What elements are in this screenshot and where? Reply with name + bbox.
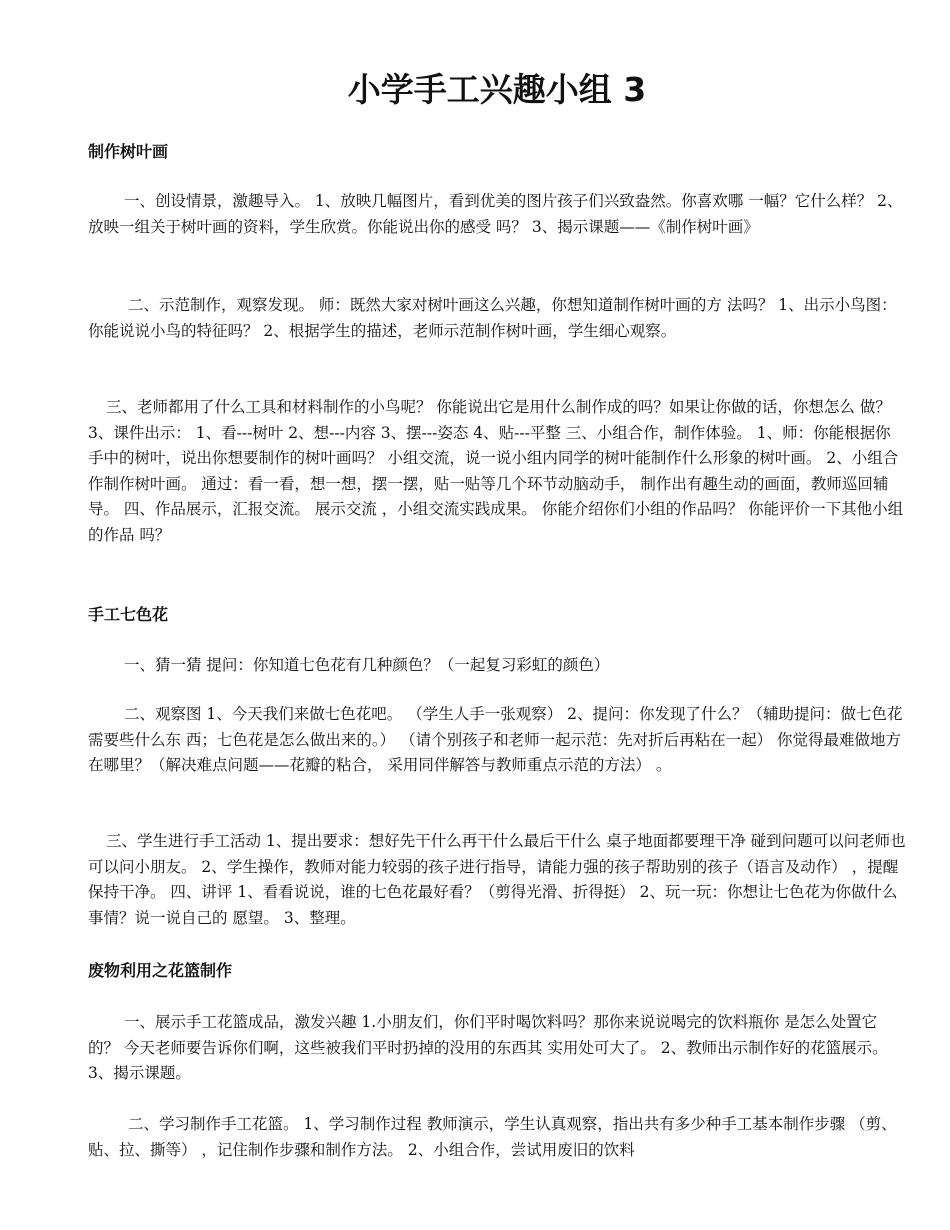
paragraph: 二、学习制作手工花篮。 1、学习制作过程 教师演示，学生认真观察，指出共有多少种手工基本制作步骤 （剪、贴、拉、撕等） ，记住制作步骤和制作方法。 2、小组合作，尝试用废旧的饮料 (88, 1115, 897, 1159)
paragraph: 三、学生进行手工活动 1、提出要求：想好先干什么再干什么最后干什么 桌子地面都要理干净 碰到问题可以问老师也可以问小朋友。 2、学生操作，教师对能力较弱的孩子进行指导，请能力强的孩子帮助别的孩子（语言及动作） ，提醒保持干净。 四、讲评 1、看看说说，谁的七色花最好看？（剪得光滑、折得挺） 2、玩一玩：你想让七色花为你做什么事情？说一说自己的 愿望。 3、整理。 (88, 832, 906, 927)
paragraph: 二、观察图 1、今天我们来做七色花吧。 （学生人手一张观察） 2、提问：你发现了什么？（辅助提问：做七色花需要些什么东 西；七色花是怎么做出来的。） （请个别孩子和老师一起示范：先对折后再粘在一起） 你觉得最难做地方在哪里？（解决难点问题——花瓣的粘合， 采用同伴解答与教师重点示范的方法） 。 (88, 705, 903, 774)
section-heading: 制作树叶画 (88, 142, 169, 161)
section-heading: 手工七色花 (88, 605, 169, 624)
paragraph: 一、猜一猜 提问：你知道七色花有几种颜色？（一起复习彩虹的颜色） (124, 656, 610, 674)
paragraph: 一、展示手工花篮成品，激发兴趣 1.小朋友们，你们平时喝饮料吗？那你来说说喝完的饮料瓶你 是怎么处置它的？ 今天老师要告诉你们啊，这些被我们平时扔掉的没用的东西其 实用处可大了。 2、教师出示制作好的花篮展示。 3、揭示课题。 (88, 1013, 888, 1082)
section-heading: 废物利用之花篮制作 (88, 961, 233, 980)
paragraph: 一、创设情景，激趣导入。 1、放映几幅图片，看到优美的图片孩子们兴致盎然。你喜欢哪 一幅？它什么样？ 2、放映一组关于树叶画的资料，学生欣赏。你能说出你的感受 吗？ 3、揭示课题——《制作树叶画》 (88, 192, 903, 236)
document-title: 小学手工兴趣小组 3 (347, 70, 647, 109)
paragraph: 三、老师都用了什么工具和材料制作的小鸟呢？ 你能说出它是用什么制作成的吗？如果让你做的话，你想怎么 做？ 3、课件出示： 1、看---树叶 2、想---内容 3、摆---姿态 4、贴---平整 三、小组合作，制作体验。 1、师：你能根据你手中的树叶，说出你想要制作的树叶画吗？ 小组交流，说一说小组内同学的树叶能制作什么形象的树叶画。 2、小组合作制作树叶画。 通过：看一看，想一想，摆一摆，贴一贴等几个环节动脑动手， 制作出有趣生动的画面，教师巡回辅导。 四、作品展示，汇报交流。 展示交流 ，小组交流实践成果。 你能介绍你们小组的作品吗？ 你能评价一下其他小组的作品 吗？ (88, 398, 904, 544)
paragraph: 二、示范制作，观察发现。 师：既然大家对树叶画这么兴趣，你想知道制作树叶画的方 法吗？ 1、出示小鸟图：你能说说小鸟的特征吗？ 2、根据学生的描述，老师示范制作树叶画，学生细心观察。 (88, 296, 897, 340)
